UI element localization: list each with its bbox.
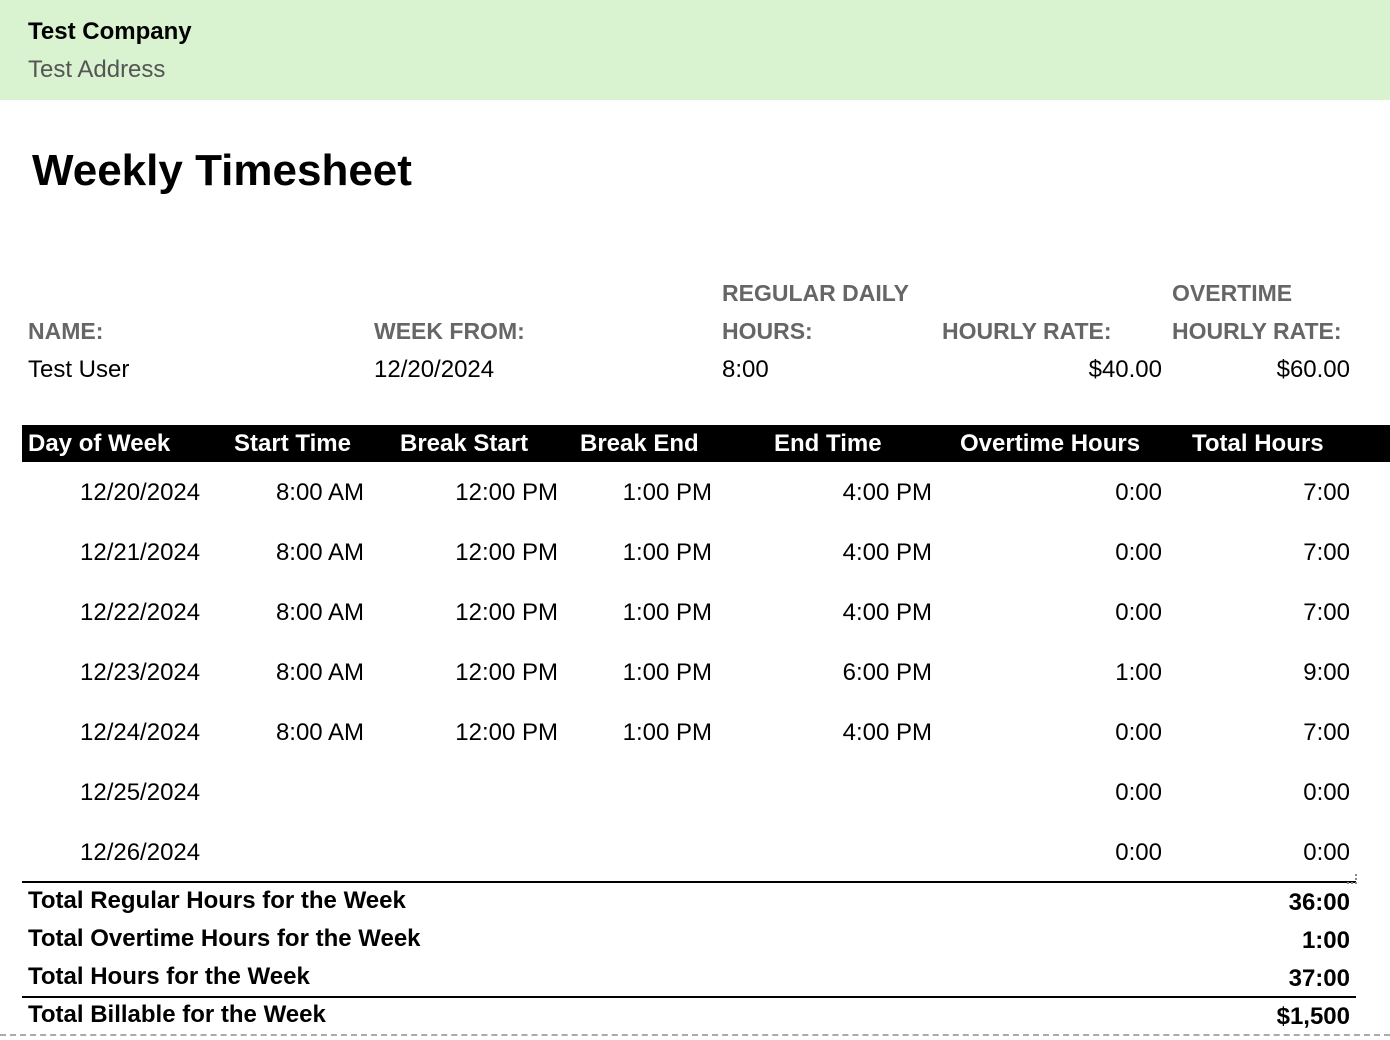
overtime-hourly-rate-label-line1: OVERTIME xyxy=(1172,280,1293,306)
company-header xyxy=(0,0,1390,100)
cell-break-start[interactable]: 12:00 PM xyxy=(455,719,558,746)
table-row xyxy=(0,703,1390,763)
cell-end-time[interactable]: 4:00 PM xyxy=(842,599,932,626)
total-hours-label: Total Hours for the Week xyxy=(28,963,310,990)
cell-break-end[interactable]: 1:00 PM xyxy=(622,719,712,746)
table-row xyxy=(0,523,1390,583)
cell-total-hours: 0:00 xyxy=(1303,779,1350,806)
cell-start-time[interactable]: 8:00 AM xyxy=(275,539,364,566)
cell-total-hours: 7:00 xyxy=(1303,539,1350,566)
cell-overtime-hours: 0:00 xyxy=(1115,599,1162,626)
cell-day[interactable]: 12/25/2024 xyxy=(80,779,201,806)
cell-break-start[interactable]: 12:00 PM xyxy=(455,479,558,506)
week-from-value[interactable]: 12/20/2024 xyxy=(374,356,495,383)
cell-end-time[interactable]: 6:00 PM xyxy=(842,659,932,686)
hourly-rate-value[interactable]: $40.00 xyxy=(1088,356,1162,383)
overtime-hourly-rate-value[interactable]: $60.00 xyxy=(1276,356,1350,383)
cell-overtime-hours: 0:00 xyxy=(1115,839,1162,866)
page-title: Weekly Timesheet xyxy=(32,146,412,195)
cell-break-start[interactable]: 12:00 PM xyxy=(455,599,558,626)
header-day-of-week: Day of Week xyxy=(28,430,171,457)
cell-overtime-hours: 0:00 xyxy=(1115,719,1162,746)
cell-break-end[interactable]: 1:00 PM xyxy=(622,659,712,686)
cell-end-time[interactable]: 4:00 PM xyxy=(842,719,932,746)
cell-total-hours: 0:00 xyxy=(1303,839,1350,866)
total-billable-label: Total Billable for the Week xyxy=(28,1001,326,1028)
week-from-label: WEEK FROM: xyxy=(374,318,525,344)
overtime-hourly-rate-label-line2: HOURLY RATE: xyxy=(1172,318,1342,344)
company-address: Test Address xyxy=(28,56,166,83)
table-row xyxy=(0,583,1390,643)
cell-day[interactable]: 12/21/2024 xyxy=(80,539,201,566)
table-header xyxy=(22,425,1390,462)
cell-break-start[interactable]: 12:00 PM xyxy=(455,539,558,566)
cell-break-start[interactable]: 12:00 PM xyxy=(455,659,558,686)
header-start-time: Start Time xyxy=(234,430,351,457)
table-row xyxy=(0,823,1390,883)
header-total-hours: Total Hours xyxy=(1192,430,1324,457)
company-name: Test Company xyxy=(28,18,192,45)
cell-break-end[interactable]: 1:00 PM xyxy=(622,479,712,506)
cell-overtime-hours: 0:00 xyxy=(1115,779,1162,806)
cell-start-time[interactable]: 8:00 AM xyxy=(275,599,364,626)
cell-overtime-hours: 1:00 xyxy=(1115,659,1162,686)
cell-start-time[interactable]: 8:00 AM xyxy=(275,719,364,746)
cell-end-time[interactable]: 4:00 PM xyxy=(842,539,932,566)
cell-total-hours: 9:00 xyxy=(1303,659,1350,686)
table-row xyxy=(0,463,1390,523)
total-billable-value: $1,500 xyxy=(1276,1003,1350,1030)
total-regular-hours-value: 36:00 xyxy=(1288,889,1350,916)
cell-day[interactable]: 12/24/2024 xyxy=(80,719,201,746)
header-overtime-hours: Overtime Hours xyxy=(960,430,1141,457)
cell-start-time[interactable]: 8:00 AM xyxy=(275,479,364,506)
total-hours-value: 37:00 xyxy=(1288,965,1350,992)
cell-break-end[interactable]: 1:00 PM xyxy=(622,599,712,626)
cell-total-hours: 7:00 xyxy=(1303,479,1350,506)
cell-overtime-hours: 0:00 xyxy=(1115,479,1162,506)
name-label: NAME: xyxy=(28,318,104,344)
regular-daily-hours-value[interactable]: 8:00 xyxy=(722,356,769,383)
cell-overtime-hours: 0:00 xyxy=(1115,539,1162,566)
cell-day[interactable]: 12/23/2024 xyxy=(80,659,201,686)
header-end-time: End Time xyxy=(774,430,882,457)
name-value[interactable]: Test User xyxy=(28,356,130,383)
regular-daily-hours-label-line2: HOURS: xyxy=(722,318,813,344)
cell-start-time[interactable]: 8:00 AM xyxy=(275,659,364,686)
total-overtime-hours-label: Total Overtime Hours for the Week xyxy=(28,925,421,952)
cell-end-time[interactable]: 4:00 PM xyxy=(842,479,932,506)
cell-day[interactable]: 12/20/2024 xyxy=(80,479,201,506)
cell-break-end[interactable]: 1:00 PM xyxy=(622,539,712,566)
table-row xyxy=(0,643,1390,703)
cell-day[interactable]: 12/22/2024 xyxy=(80,599,201,626)
hourly-rate-label: HOURLY RATE: xyxy=(942,318,1112,344)
cell-total-hours: 7:00 xyxy=(1303,599,1350,626)
header-break-end: Break End xyxy=(580,430,699,457)
regular-daily-hours-label-line1: REGULAR DAILY xyxy=(722,280,909,306)
cell-total-hours: 7:00 xyxy=(1303,719,1350,746)
header-break-start: Break Start xyxy=(400,430,529,457)
fill-handle-marker xyxy=(1347,874,1357,884)
page-break-line xyxy=(0,1034,1390,1036)
total-regular-hours-label: Total Regular Hours for the Week xyxy=(28,887,406,914)
cell-day[interactable]: 12/26/2024 xyxy=(80,839,201,866)
total-overtime-hours-value: 1:00 xyxy=(1301,927,1350,954)
table-row xyxy=(0,763,1390,823)
